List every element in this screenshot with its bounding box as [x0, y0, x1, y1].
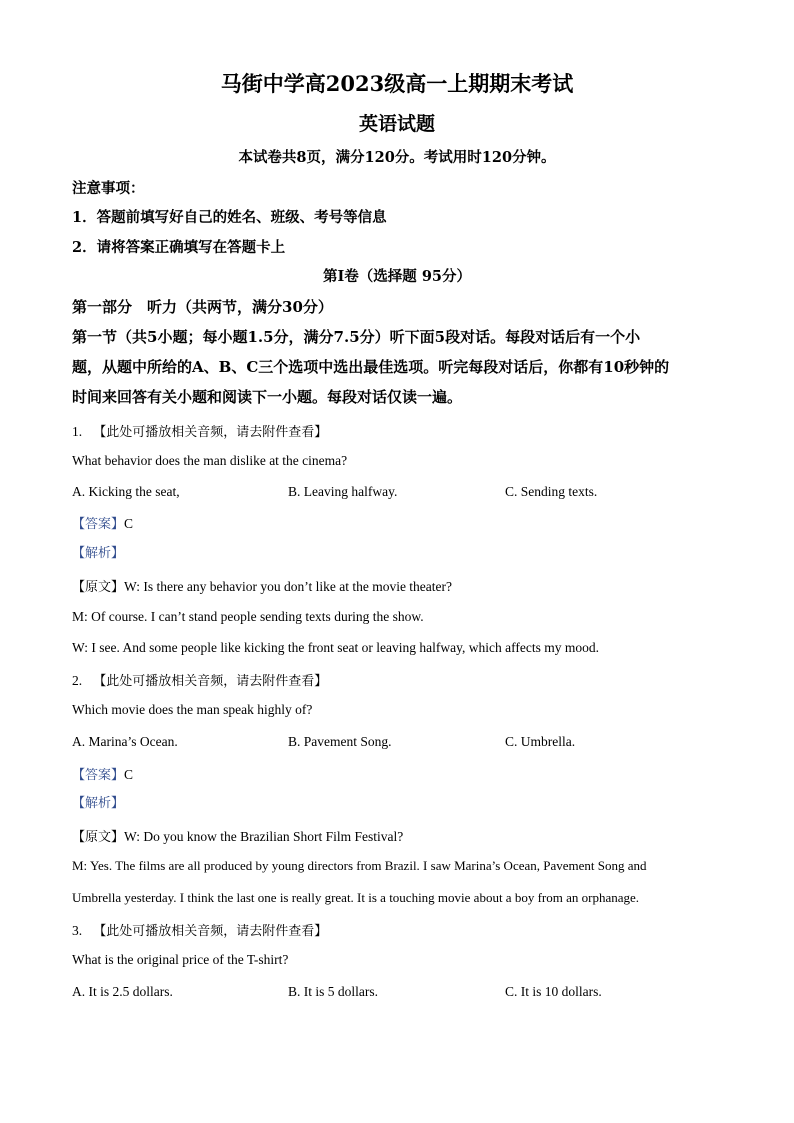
audio-note[interactable]: 【此处可播放相关音频，请去附件查看】	[93, 924, 328, 939]
answer-tag: 【答案】	[72, 768, 125, 783]
answer-value: C	[124, 767, 134, 782]
transcript-line: Umbrella yesterday. I think the last one is really great. It is a touching movie about a boy from an orphanage.	[72, 890, 640, 905]
question-stem: What behavior does the man dislike at the cinema?	[72, 453, 348, 468]
option-a: A. Marina’s Ocean.	[72, 734, 178, 749]
subject-title: 英语试题	[358, 113, 435, 135]
transcript-text: W: Do you know the Brazilian Short Film Festival?	[124, 829, 404, 844]
question-number: 3.	[72, 923, 83, 938]
transcript-line: W: I see. And some people like kicking the front seat or leaving halfway, which affects my mood.	[72, 640, 599, 655]
question-number: 1.	[72, 424, 83, 439]
option-a: A. It is 2.5 dollars.	[72, 984, 173, 999]
transcript-line: M: Yes. The films are all produced by young directors from Brazil. I saw Marina’s Ocean, Pavement Song and	[72, 858, 647, 873]
question-stem: Which movie does the man speak highly of?	[72, 702, 313, 717]
transcript-text: W: Is there any behavior you don’t like at the movie theater?	[124, 579, 453, 594]
question-2-header	[72, 672, 327, 688]
analysis-tag: 【解析】	[72, 546, 125, 561]
question-1-header	[72, 423, 327, 439]
notes-heading: 注意事项：	[72, 180, 145, 197]
note-item: 2．请将答案正确填写在答题卡上	[72, 239, 286, 256]
original-tag: 【原文】	[72, 830, 125, 845]
question-3-header	[72, 922, 327, 938]
answer-line	[72, 515, 133, 531]
option-c: C. Sending texts.	[505, 484, 598, 499]
option-b: B. Pavement Song.	[288, 734, 392, 749]
volume-heading: 第I卷（选择题 95分）	[322, 268, 471, 285]
transcript-line	[72, 828, 403, 844]
option-c: C. It is 10 dollars.	[505, 984, 602, 999]
answer-line	[72, 766, 133, 782]
question-number: 2.	[72, 673, 83, 688]
exam-title: 马街中学高2023级高一上期期末考试	[220, 71, 574, 96]
answer-tag: 【答案】	[72, 517, 125, 532]
instruction-line: 题，从题中所给的A、B、C三个选项中选出最佳选项。听完每段对话后，你都有10秒钟的	[72, 358, 670, 376]
note-item: 1．答题前填写好自己的姓名、班级、考号等信息	[72, 209, 387, 226]
audio-note[interactable]: 【此处可播放相关音频，请去附件查看】	[93, 674, 328, 689]
transcript-line	[72, 578, 452, 594]
instruction-line: 第一节（共5小题；每小题1.5分，满分7.5分）听下面5段对话。每段对话后有一个小	[72, 328, 641, 346]
option-a: A. Kicking the seat,	[72, 484, 180, 499]
analysis-tag: 【解析】	[72, 796, 125, 811]
audio-note[interactable]: 【此处可播放相关音频，请去附件查看】	[93, 425, 328, 440]
option-c: C. Umbrella.	[505, 734, 576, 749]
option-b: B. It is 5 dollars.	[288, 984, 378, 999]
part-heading: 第一部分 听力（共两节，满分30分）	[72, 298, 333, 316]
transcript-line: M: Of course. I can’t stand people sending texts during the show.	[72, 609, 424, 624]
instruction-line: 时间来回答有关小题和阅读下一小题。每段对话仅读一遍。	[72, 388, 463, 406]
question-stem: What is the original price of the T-shirt?	[72, 952, 289, 967]
answer-value: C	[124, 516, 134, 531]
option-b: B. Leaving halfway.	[288, 484, 398, 499]
exam-info: 本试卷共8页，满分120分。考试用时120分钟。	[238, 149, 556, 166]
original-tag: 【原文】	[72, 580, 125, 595]
